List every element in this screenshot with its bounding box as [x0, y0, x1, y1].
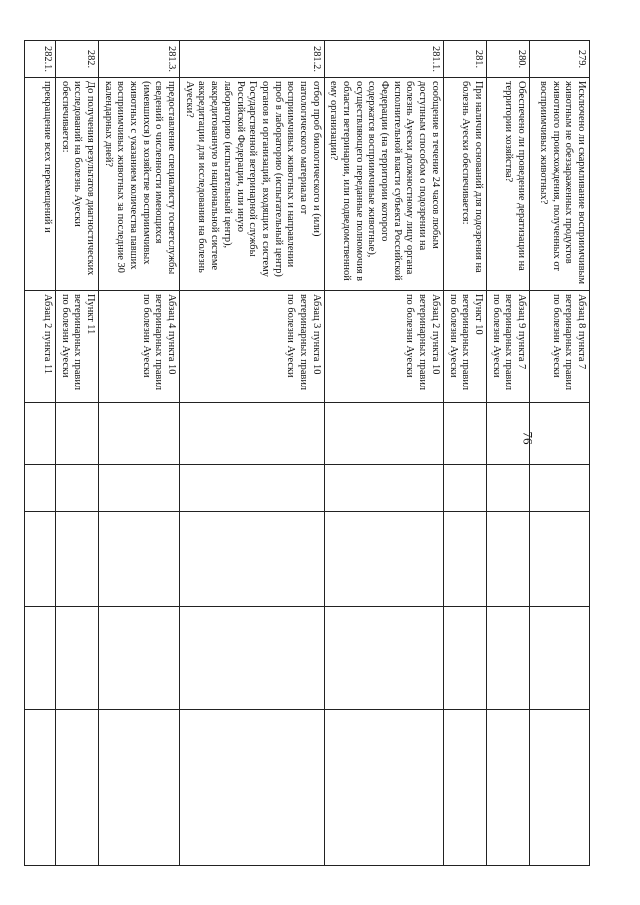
table-row — [99, 41, 180, 866]
legal-reference-cell: Абзац 2 пункта 10 ветеринарных правил по болезни Ауески — [324, 291, 443, 403]
legal-reference-cell: Абзац 8 пункта 7 ветеринарных правил по болезни Ауески — [530, 291, 590, 403]
answer-cell — [443, 512, 486, 607]
answer-cell — [99, 512, 180, 607]
notes-cell — [24, 710, 55, 866]
question-cell: При наличии оснований для подозрения на болезнь Ауески обеспечивается: — [443, 78, 486, 291]
answer-cell — [530, 512, 590, 607]
notes-cell — [324, 710, 443, 866]
answer-cell — [324, 403, 443, 465]
row-number: 279. — [530, 41, 590, 78]
answer-cell — [180, 512, 325, 607]
notes-cell — [530, 710, 590, 866]
question-cell: прекращение всех перемещений и — [24, 78, 55, 291]
row-number: 282.1. — [24, 41, 55, 78]
answer-cell — [180, 403, 325, 465]
row-number: 280. — [486, 41, 529, 78]
answer-cell — [99, 403, 180, 465]
legal-reference-cell: Абзац 9 пункта 7 ветеринарных правил по болезни Ауески — [486, 291, 529, 403]
answer-cell — [180, 607, 325, 710]
table-row — [324, 41, 443, 866]
row-number: 282. — [55, 41, 98, 78]
table-row — [530, 41, 590, 866]
row-number: 281. — [443, 41, 486, 78]
answer-cell — [324, 607, 443, 710]
answer-cell — [55, 607, 98, 710]
notes-cell — [180, 710, 325, 866]
legal-reference-cell: Абзац 4 пункта 10 ветеринарных правил по болезни Ауески — [99, 291, 180, 403]
page-number: 76 — [520, 431, 536, 445]
question-cell: отбор проб биологического и (или) патологического материала от восприимчивых животных и направлении проб в лабораторию (испытательный центр) органов и организаций, входящих в систему Государственной ветеринарной службы Российской Федерации, или иную лабораторию (испытательный центр), аккредитованную в национальной системе аккредитации для исследования на болезнь Ауески? — [180, 78, 325, 291]
answer-cell — [24, 512, 55, 607]
table-row — [24, 41, 55, 866]
answer-cell — [530, 465, 590, 512]
legal-reference-cell: Пункт 11 ветеринарных правил по болезни Ауески — [55, 291, 98, 403]
answer-cell — [324, 465, 443, 512]
question-cell: Исключено ли скармливание восприимчивым животным не обеззараженных продуктов животного происхождения, полученных от восприимчивых животных? — [530, 78, 590, 291]
question-cell: предоставление специалисту госветслужбы сведений о численности имеющихся (имевшихся) в хозяйстве восприимчивых животных с указанием количества павших восприимчивых животных за последние 30 календарных дней? — [99, 78, 180, 291]
legal-reference-cell: Пункт 10 ветеринарных правил по болезни Ауески — [443, 291, 486, 403]
answer-cell — [99, 607, 180, 710]
answer-cell — [486, 465, 529, 512]
table-row — [486, 41, 529, 866]
answer-cell — [443, 403, 486, 465]
row-number: 281.1. — [324, 41, 443, 78]
row-number: 281.3. — [99, 41, 180, 78]
answer-cell — [486, 512, 529, 607]
answer-cell — [180, 465, 325, 512]
answer-cell — [486, 607, 529, 710]
table-row — [443, 41, 486, 866]
row-number: 281.2. — [180, 41, 325, 78]
rotated-page-content — [41, 40, 590, 865]
checklist-table — [24, 40, 590, 866]
answer-cell — [324, 512, 443, 607]
answer-cell — [24, 403, 55, 465]
answer-cell — [55, 403, 98, 465]
notes-cell — [443, 710, 486, 866]
question-cell: сообщение в течение 24 часов любым доступным способом о подозрении на болезнь Ауески должностному лицу органа исполнительной власти субъекта Российской Федерации (на территории которого содержатся восприимчивые животные), осуществляющего переданные полномочия в области ветеринарии, или подведомственной ему организации? — [324, 78, 443, 291]
answer-cell — [530, 607, 590, 710]
answer-cell — [486, 403, 529, 465]
legal-reference-cell: Абзац 2 пункта 11 — [24, 291, 55, 403]
table-row — [180, 41, 325, 866]
notes-cell — [486, 710, 529, 866]
answer-cell — [24, 465, 55, 512]
answer-cell — [99, 465, 180, 512]
answer-cell — [55, 512, 98, 607]
answer-cell — [443, 607, 486, 710]
notes-cell — [55, 710, 98, 866]
answer-cell — [55, 465, 98, 512]
notes-cell — [99, 710, 180, 866]
checklist-table-frame — [41, 40, 590, 865]
legal-reference-cell: Абзац 3 пункта 10 ветеринарных правил по болезни Ауески — [180, 291, 325, 403]
question-cell: До получения результатов диагностических исследований на болезнь Ауески обеспечивается: — [55, 78, 98, 291]
answer-cell — [24, 607, 55, 710]
answer-cell — [443, 465, 486, 512]
answer-cell — [530, 403, 590, 465]
question-cell: Обеспечено ли проведение дератизации на территории хозяйства? — [486, 78, 529, 291]
table-row — [55, 41, 98, 866]
